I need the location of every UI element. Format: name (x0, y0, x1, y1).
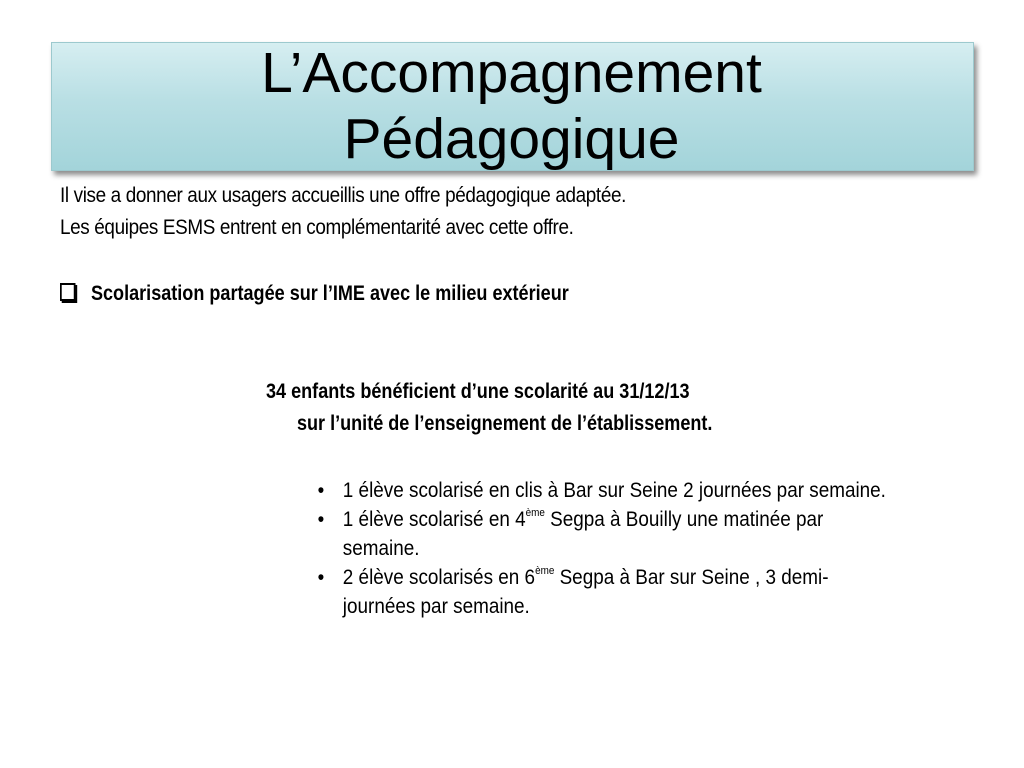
bullet-dot: • (317, 508, 325, 531)
section-heading-text: Scolarisation partagée sur l’IME avec le milieu extérieur (90, 282, 569, 305)
intro-line-1: Il vise a donner aux usagers accueillis une offre pédagogique adaptée. (60, 184, 627, 207)
summary-line-2: sur l’unité de l’enseignement de l’établissement. (296, 412, 713, 435)
section-heading (60, 280, 731, 308)
slide-title (51, 40, 972, 172)
summary-line-1: 34 enfants bénéficient d’une scolarité au 31/12/13 (266, 380, 690, 403)
intro-text (60, 180, 870, 244)
slide-title-line-2: Pédagogique (343, 107, 680, 171)
bullet-text-2 (343, 508, 824, 560)
checkbox-icon (60, 283, 75, 301)
bullet-text-3 (343, 566, 829, 618)
bullet-dot: • (317, 566, 325, 589)
bullet-list (314, 476, 890, 621)
bullet-text-3-pre: 2 élève scolarisés en 6 (342, 566, 536, 589)
bullet-item-3 (314, 563, 890, 621)
bullet-item-1 (314, 476, 890, 505)
bullet-text-2-pre: 1 élève scolarisé en 4 (342, 508, 526, 531)
intro-line-2: Les équipes ESMS entrent en complémentarité avec cette offre. (60, 216, 574, 239)
bullet-text-1: 1 élève scolarisé en clis à Bar sur Seine 2 journées par semaine. (342, 479, 886, 502)
slide-title-line-1: L’Accompagnement (261, 41, 762, 105)
bullet-text-2-post: Segpa à Bouilly une matinée par semaine. (342, 508, 824, 560)
summary-block (266, 376, 799, 440)
bullet-dot: • (317, 479, 325, 502)
bullet-text-3-post: Segpa à Bar sur Seine , 3 demi-journées par semaine. (342, 566, 829, 618)
bullet-item-2 (314, 505, 890, 563)
ordinal-superscript: ème (535, 565, 555, 577)
ordinal-superscript: ème (525, 507, 545, 519)
